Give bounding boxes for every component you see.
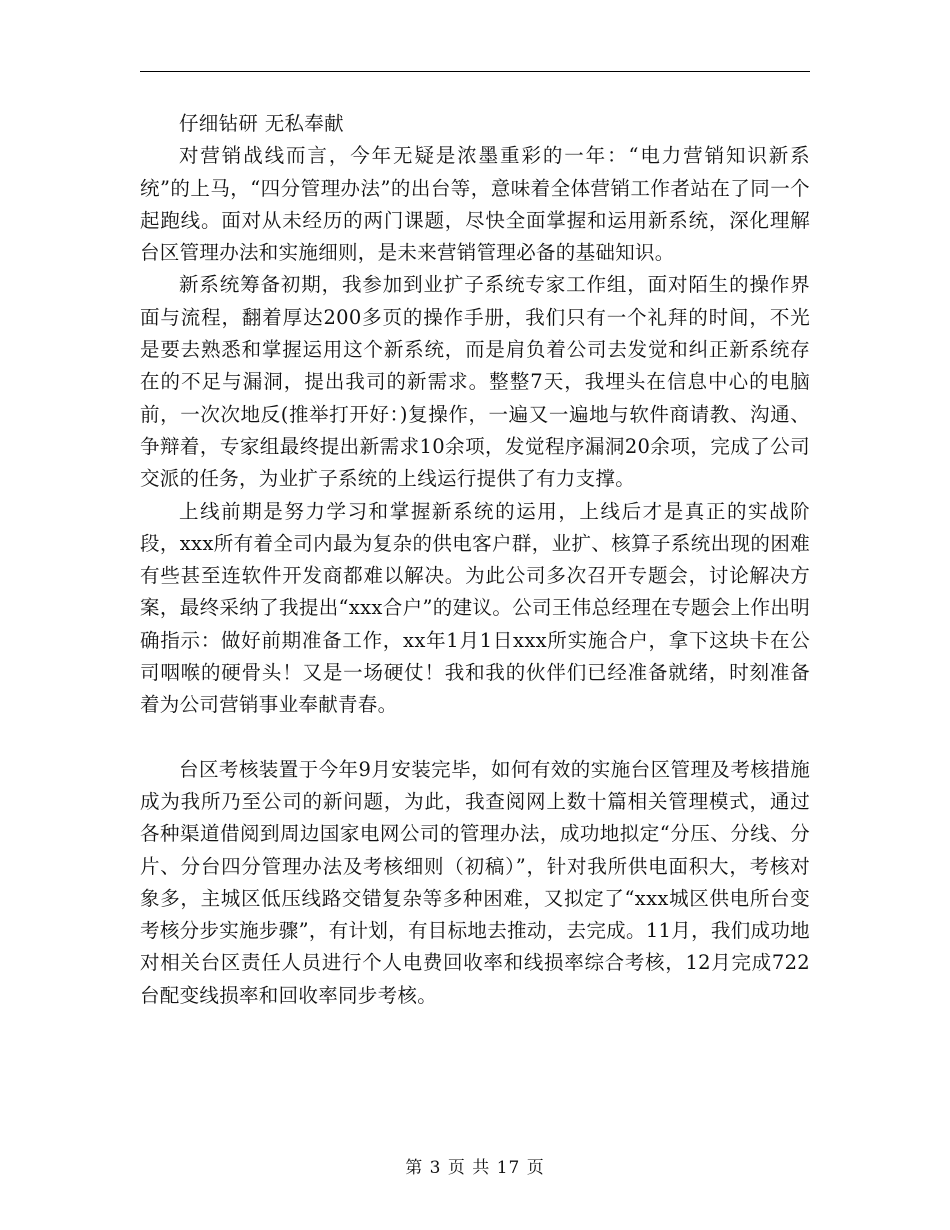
paragraph-3: 上线前期是努力学习和掌握新系统的运用，上线后才是真正的实战阶段，xxx所有着全司内最为复杂的供电客户群，业扩、核算子系统出现的困难有些甚至连软件开发商都难以解决。为此公司多次召开专题会，讨论解决方案，最终采纳了我提出“xxx合户”的建议。公司王伟总经理在专题会上作出明确指示：做好前期准备工作，xx年1月1日xxx所实施合户，拿下这块卡在公司咽喉的硬骨头！又是一场硬仗！我和我的伙伴们已经准备就绪，时刻准备着为公司营销事业奉献青春。 — [140, 499, 810, 717]
header-rule — [140, 71, 810, 72]
section-title: 仔细钻研 无私奉献 — [179, 112, 344, 135]
paragraph-1: 对营销战线而言，今年无疑是浓墨重彩的一年：“电力营销知识新系统”的上马，“四分管理办法”的出台等，意味着全体营销工作者站在了同一个起跑线。面对从未经历的两门课题，尽快全面掌握和运用新系统，深化理解台区管理办法和实施细则，是未来营销管理必备的基础知识。 — [140, 144, 810, 265]
paragraph-gap — [140, 722, 810, 754]
page-number: 第 3 页 共 17 页 — [405, 1158, 545, 1178]
paragraph-4: 台区考核装置于今年9月安装完毕，如何有效的实施台区管理及考核措施成为我所乃至公司的新问题，为此，我查阅网上数十篇相关管理模式，通过各种渠道借阅到周边国家电网公司的管理办法，成功地拟定“分压、分线、分片、分台四分管理办法及考核细则（初稿）”，针对我所供电面积大，考核对象多，主城区低压线路交错复杂等多种困难，又拟定了“xxx城区供电所台变考核分步实施步骤”，有计划，有目标地去推动，去完成。11月，我们成功地对相关台区责任人员进行个人电费回收率和线损率综合考核，12月完成722台配变线损率和回收率同步考核。 — [140, 757, 810, 1007]
document-body — [140, 108, 810, 1012]
paragraph-2: 新系统筹备初期，我参加到业扩子系统专家工作组，面对陌生的操作界面与流程，翻着厚达200多页的操作手册，我们只有一个礼拜的时间，不光是要去熟悉和掌握运用这个新系统，而是肩负着公司去发觉和纠正新系统存在的不足与漏洞，提出我司的新需求。整整7天，我埋头在信息中心的电脑前，一次次地反(推举打开好：)复操作，一遍又一遍地与软件商请教、沟通、争辩着，专家组最终提出新需求10余项，发觉程序漏洞20余项，完成了公司交派的任务，为业扩子系统的上线运行提供了有力支撑。 — [140, 273, 810, 491]
